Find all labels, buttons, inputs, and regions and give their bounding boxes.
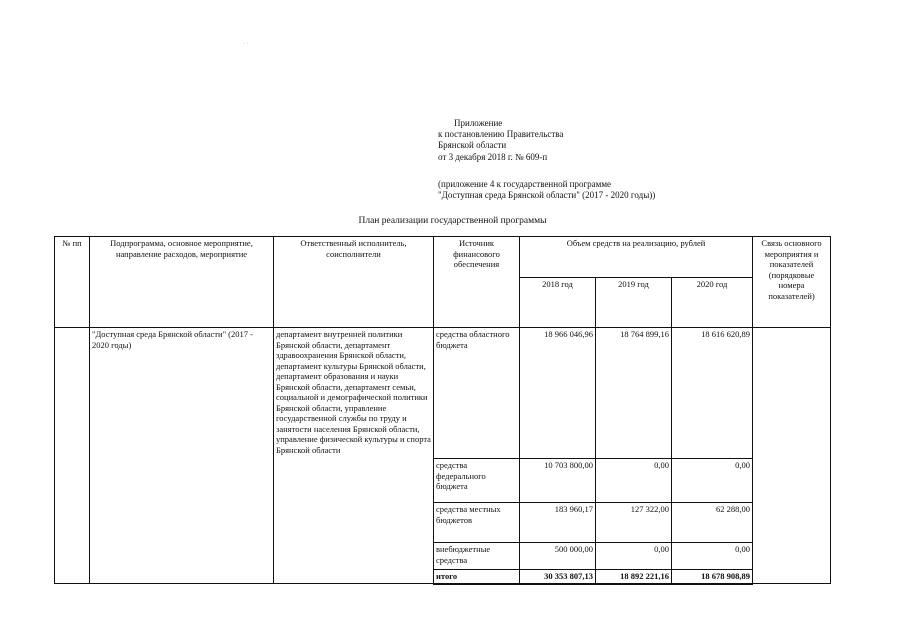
scan-speck: · · — [243, 41, 249, 47]
header-2018: 2018 год — [520, 278, 596, 328]
executors-cell: департамент внутренней политики Брянской области, департамент здравоохранения Брянской области, департамент культуры Брянской области, департамент образования и науки Брянской области, департамент семьи, социальной и демографической политики Брянской области, управление государственной службы по труду и занятости населения Брянской области, управление физической культуры и спорта Брянской области — [274, 328, 434, 584]
source-cell: средства федерального бюджета — [434, 459, 520, 503]
value-2020: 18 616 620,89 — [672, 328, 753, 459]
total-2020: 18 678 908,89 — [672, 570, 753, 584]
value-2019: 127 322,00 — [596, 503, 672, 543]
note-line-1: (приложение 4 к государственной программе — [438, 179, 612, 189]
header-executor: Ответственный исполнитель, соисполнители — [274, 237, 434, 328]
link-cell — [753, 328, 831, 584]
total-label: итого — [434, 570, 520, 584]
source-cell: средства областного бюджета — [434, 328, 520, 459]
source-cell: средства местных бюджетов — [434, 503, 520, 543]
value-2019: 0,00 — [596, 543, 672, 570]
value-2020: 0,00 — [672, 543, 753, 570]
header-row — [55, 237, 831, 278]
header-program: Подпрограмма, основное мероприятие, направление расходов, мероприятие — [90, 237, 274, 328]
value-2020: 62 288,00 — [672, 503, 753, 543]
total-2018: 30 353 807,13 — [520, 570, 596, 584]
value-2018: 183 960,17 — [520, 503, 596, 543]
approval-line-3: Брянской области — [438, 140, 507, 150]
program-name-cell: "Доступная среда Брянской области" (2017 - 2020 годы) — [90, 328, 274, 584]
row-num-cell — [55, 328, 90, 584]
value-2018: 500 000,00 — [520, 543, 596, 570]
source-cell: внебюджетные средства — [434, 543, 520, 570]
header-num: № пп — [55, 237, 90, 328]
value-2019: 0,00 — [596, 459, 672, 503]
approval-line-4: от 3 декабря 2018 г. № 609-п — [438, 152, 548, 162]
header-source: Источник финансового обеспечения — [434, 237, 520, 328]
approval-line-1: Приложение — [454, 118, 503, 128]
approval-line-2: к постановлению Правительства — [438, 129, 564, 139]
page-title: План реализации государственной программы — [358, 216, 547, 226]
value-2018: 18 966 046,96 — [520, 328, 596, 459]
header-2020: 2020 год — [672, 278, 753, 328]
value-2018: 10 703 800,00 — [520, 459, 596, 503]
value-2019: 18 764 899,16 — [596, 328, 672, 459]
plan-table — [54, 236, 831, 585]
table-row — [55, 328, 831, 459]
header-amount: Объем средств на реализацию, рублей — [520, 237, 753, 278]
total-2019: 18 892 221,16 — [596, 570, 672, 584]
header-2019: 2019 год — [596, 278, 672, 328]
header-link: Связь основного мероприятия и показателей (порядковые номера показателей) — [753, 237, 831, 328]
value-2020: 0,00 — [672, 459, 753, 503]
note-line-2: "Доступная среда Брянской области" (2017 - 2020 годы)) — [438, 190, 656, 200]
